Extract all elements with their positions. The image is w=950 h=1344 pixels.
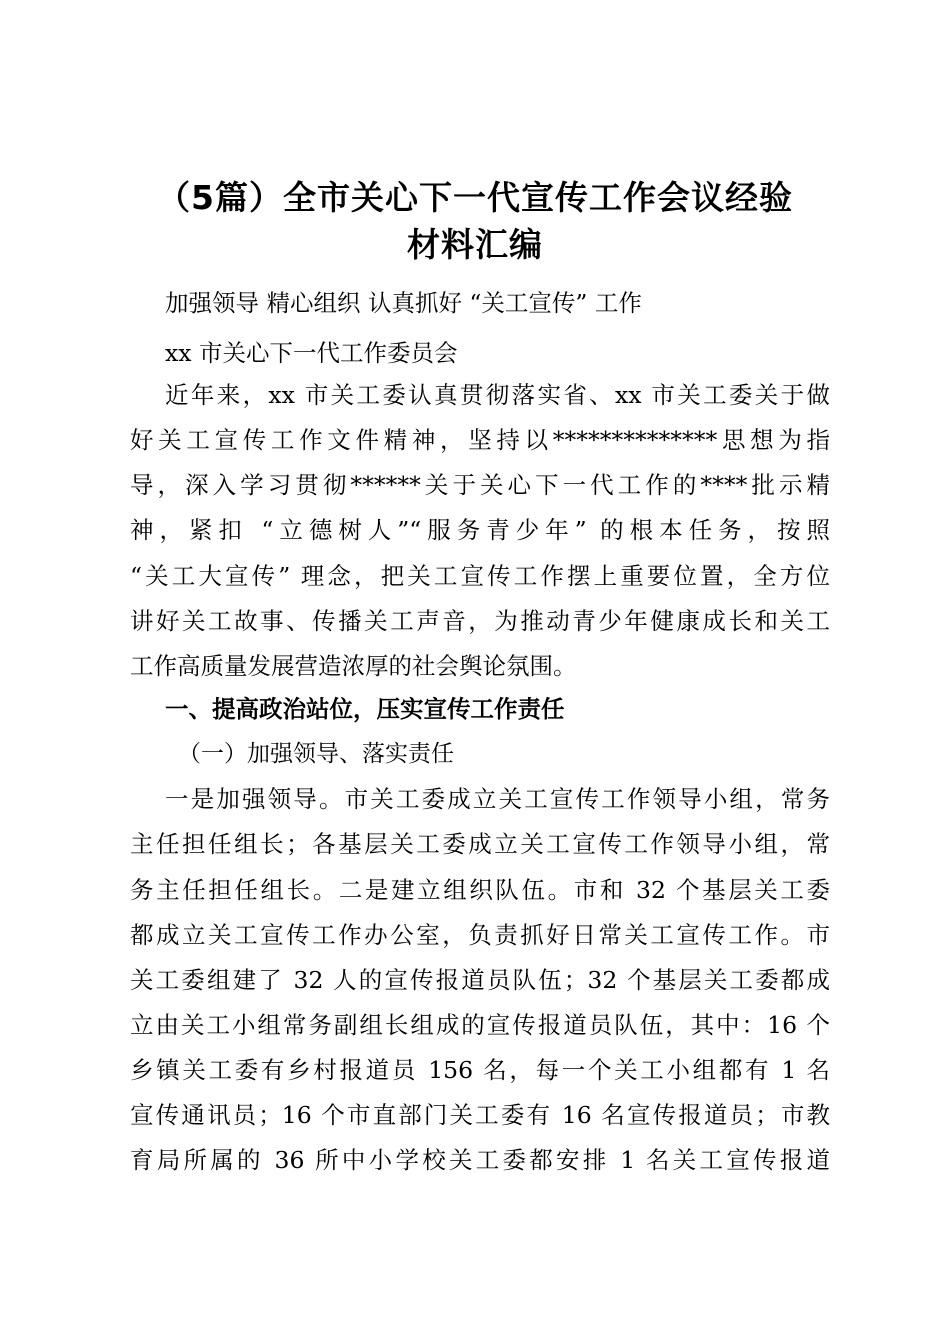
body-line-2: 主任担任组长；各基层关工委成立关工宣传工作领导小组，常	[130, 830, 830, 858]
intro-line-3: 导，深入学习贯彻******关于关心下一代工作的****批示精	[130, 471, 830, 499]
intro-line-7: 工作高质量发展营造浓厚的社会舆论氛围。	[130, 652, 577, 680]
intro-line-1: 近年来，xx 市关工委认真贯彻落实省、xx 市关工委关于做	[165, 381, 830, 409]
document-title-line-1: （5篇）全市关心下一代宣传工作会议经验	[157, 178, 793, 217]
body-line-3: 务主任担任组长。二是建立组织队伍。市和 32 个基层关工委	[130, 876, 830, 904]
body-line-6: 立由关工小组常务副组长组成的宣传报道员队伍，其中：16 个	[130, 1011, 830, 1039]
subsection-heading: （一）加强领导、落实责任	[178, 741, 454, 767]
body-line-5: 关工委组建了 32 人的宣传报道员队伍；32 个基层关工委都成	[130, 966, 830, 994]
body-line-7: 乡镇关工委有乡村报道员 156 名，每一个关工小组都有 1 名	[130, 1056, 830, 1084]
intro-line-2: 好关工宣传工作文件精神，坚持以**************思想为指	[130, 426, 830, 454]
author-line: xx 市关心下一代工作委员会	[165, 339, 458, 367]
section-heading: 一、提高政治站位，压实宣传工作责任	[165, 695, 565, 723]
body-line-8: 宣传通讯员；16 个市直部门关工委有 16 名宣传报道员；市教	[130, 1101, 830, 1129]
body-line-4: 都成立关工宣传工作办公室，负责抓好日常关工宣传工作。市	[130, 921, 830, 949]
intro-line-5: “关工大宣传” 理念，把关工宣传工作摆上重要位置，全方位	[130, 562, 830, 590]
body-line-9: 育局所属的 36 所中小学校关工委都安排 1 名关工宣传报道	[130, 1146, 830, 1174]
body-line-1: 一是加强领导。市关工委成立关工宣传工作领导小组，常务	[165, 785, 830, 813]
intro-line-6: 讲好关工故事、传播关工声音，为推动青少年健康成长和关工	[130, 607, 830, 635]
subtitle: 加强领导 精心组织 认真抓好 “关工宣传” 工作	[165, 289, 642, 317]
document-title-line-2: 材料汇编	[407, 225, 543, 264]
intro-line-4: 神，紧扣 “立德树人”“服务青少年” 的根本任务，按照	[130, 516, 830, 544]
